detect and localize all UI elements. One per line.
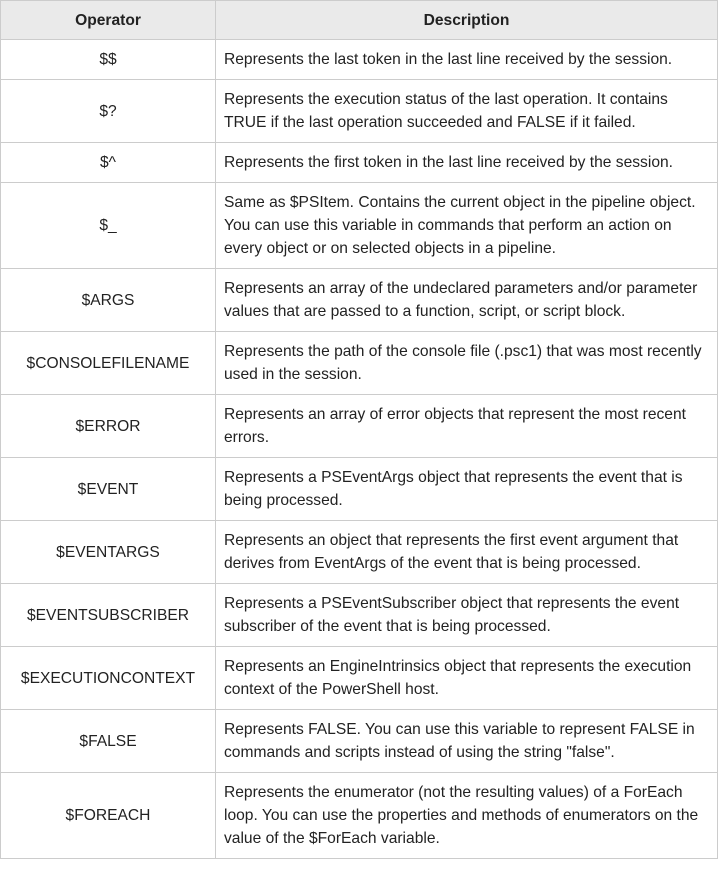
operator-cell: $?: [1, 80, 216, 143]
table-row: [1, 80, 718, 143]
operator-cell: $$: [1, 40, 216, 80]
operator-cell: $EVENTARGS: [1, 521, 216, 584]
operator-cell: $ARGS: [1, 269, 216, 332]
table-row: [1, 521, 718, 584]
description-cell: Represents a PSEventArgs object that represents the event that is being processed.: [216, 458, 718, 521]
operator-cell: $EVENT: [1, 458, 216, 521]
description-cell: Same as $PSItem. Contains the current object in the pipeline object. You can use this variable in commands that perform an action on every object or on selected objects in a pipeline.: [216, 183, 718, 269]
table-row: [1, 332, 718, 395]
description-cell: Represents a PSEventSubscriber object that represents the event subscriber of the event that is being processed.: [216, 584, 718, 647]
table-row: [1, 458, 718, 521]
header-row: [1, 1, 718, 40]
table-row: [1, 773, 718, 859]
description-cell: Represents FALSE. You can use this variable to represent FALSE in commands and scripts instead of using the string "false".: [216, 710, 718, 773]
operator-cell: $_: [1, 183, 216, 269]
table-row: [1, 143, 718, 183]
operator-cell: $ERROR: [1, 395, 216, 458]
description-cell: Represents an EngineIntrinsics object that represents the execution context of the PowerShell host.: [216, 647, 718, 710]
description-cell: Represents the execution status of the last operation. It contains TRUE if the last operation succeeded and FALSE if it failed.: [216, 80, 718, 143]
table-row: [1, 269, 718, 332]
table-row: [1, 710, 718, 773]
operator-cell: $CONSOLEFILENAME: [1, 332, 216, 395]
operator-cell: $FOREACH: [1, 773, 216, 859]
table-row: [1, 395, 718, 458]
description-cell: Represents the path of the console file (.psc1) that was most recently used in the session.: [216, 332, 718, 395]
table-header: [1, 1, 718, 40]
operator-cell: $FALSE: [1, 710, 216, 773]
table-row: [1, 584, 718, 647]
description-cell: Represents the first token in the last line received by the session.: [216, 143, 718, 183]
table-body: [1, 40, 718, 859]
column-header-operator: Operator: [1, 1, 216, 40]
table-row: [1, 647, 718, 710]
description-cell: Represents the last token in the last line received by the session.: [216, 40, 718, 80]
description-cell: Represents an object that represents the first event argument that derives from EventArgs of the event that is being processed.: [216, 521, 718, 584]
column-header-description: Description: [216, 1, 718, 40]
description-cell: Represents an array of the undeclared parameters and/or parameter values that are passed to a function, script, or script block.: [216, 269, 718, 332]
operator-cell: $^: [1, 143, 216, 183]
operator-cell: $EXECUTIONCONTEXT: [1, 647, 216, 710]
description-cell: Represents the enumerator (not the resulting values) of a ForEach loop. You can use the properties and methods of enumerators on the value of the $ForEach variable.: [216, 773, 718, 859]
description-cell: Represents an array of error objects that represent the most recent errors.: [216, 395, 718, 458]
table-row: [1, 40, 718, 80]
operator-cell: $EVENTSUBSCRIBER: [1, 584, 216, 647]
table-row: [1, 183, 718, 269]
